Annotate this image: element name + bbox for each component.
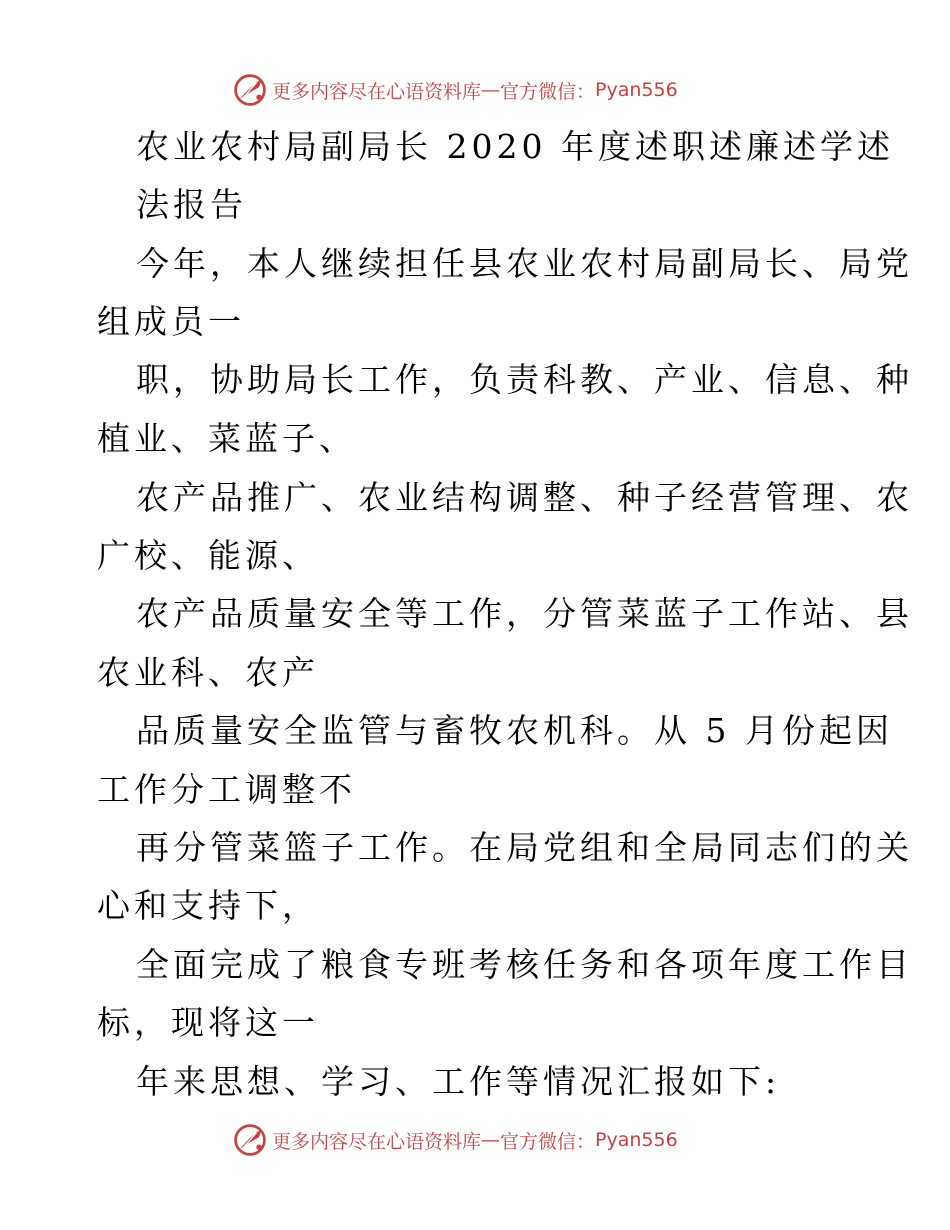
body-line: 心和支持下， [97,886,319,925]
watermark-wechat-id: Pyan556 [595,79,678,101]
body-line: 职，协助局长工作，负责科教、产业、信息、种 [136,360,913,399]
brand-logo-icon [232,1122,268,1158]
watermark-separator: — [481,79,501,101]
body-line: 今年，本人继续担任县农业农村局副局长、局党 [136,244,913,283]
watermark-text: 更多内容尽在心语资料库 [272,80,482,103]
body-line: 组成员一 [97,302,245,341]
body-line: 再分管菜篮子工作。在局党组和全局同志们的关 [136,828,913,867]
body-line: 全面完成了粮食专班考核任务和各项年度工作目 [136,945,913,984]
document-title-line-1: 农业农村局副局长 2020 年度述职述廉述学述 [136,127,894,166]
body-line: 农业科、农产 [97,653,319,692]
body-line: 标，现将这一 [97,1003,319,1042]
body-line: 农产品质量安全等工作，分管菜蓝子工作站、县 [136,594,913,633]
body-line: 广校、能源、 [97,536,319,575]
watermark-wechat-id: Pyan556 [595,1129,678,1151]
watermark-wechat-label: 官方微信： [500,1130,596,1153]
body-line: 年来思想、学习、工作等情况汇报如下: [136,1062,781,1101]
body-line: 植业、菜蓝子、 [97,419,356,458]
watermark-separator: — [481,1129,501,1151]
watermark-wechat-label: 官方微信： [500,80,596,103]
brand-logo-icon [232,72,268,108]
watermark-banner-top [232,70,678,110]
watermark-text: 更多内容尽在心语资料库 [272,1130,482,1153]
body-line: 工作分工调整不 [97,770,356,809]
body-line: 品质量安全监管与畜牧农机科。从 5 月份起因 [136,711,893,750]
document-title-line-2: 法报告 [136,185,247,224]
watermark-banner-bottom [232,1120,678,1160]
body-line: 农产品推广、农业结构调整、种子经营管理、农 [136,478,913,517]
